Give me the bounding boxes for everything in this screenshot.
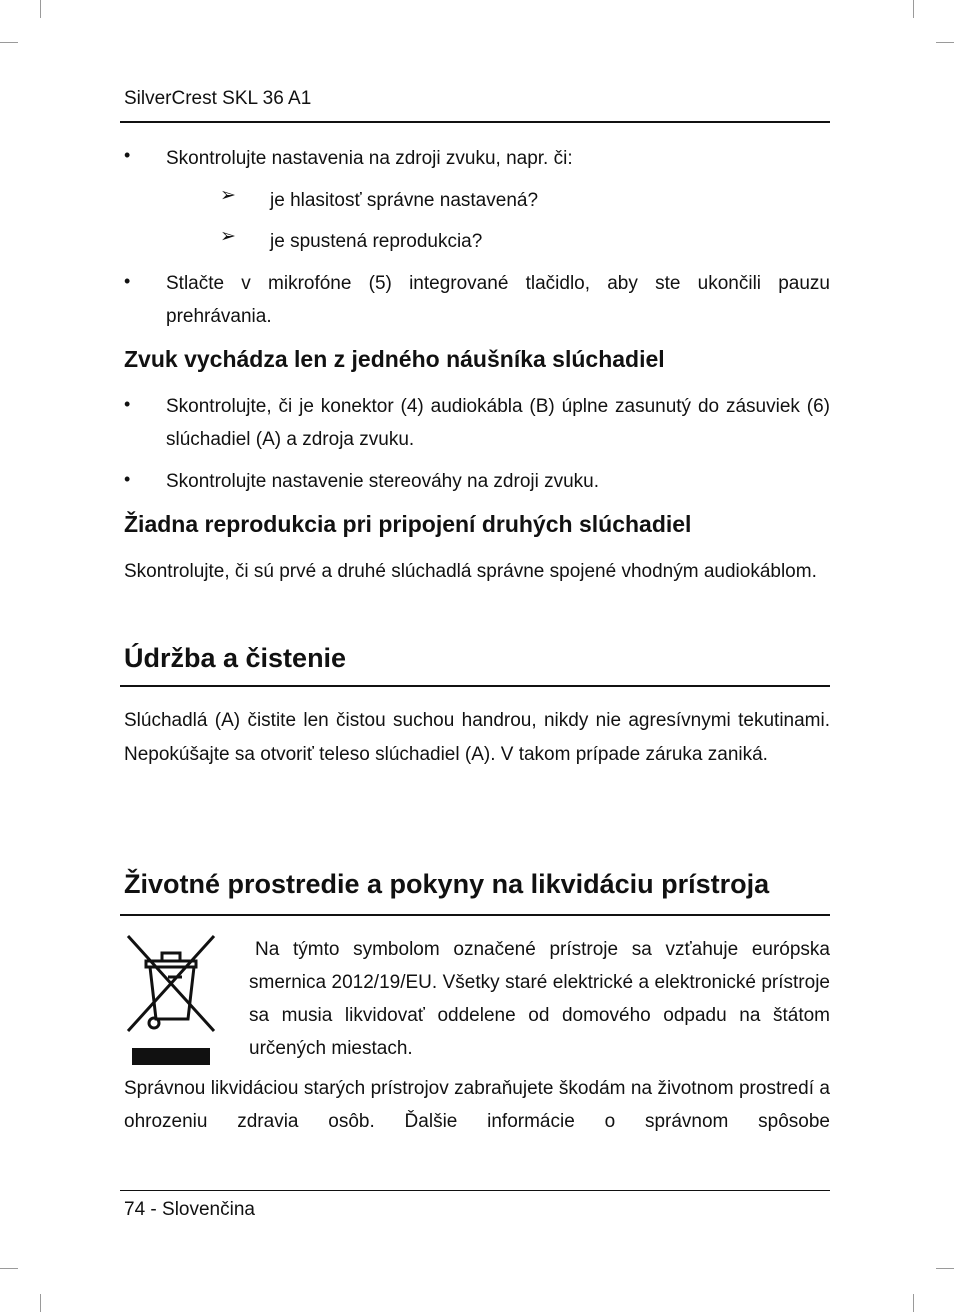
arrow-icon: ➢	[220, 226, 236, 247]
chapter-heading: Životné prostredie a pokyny na likvidáciu prístroja	[124, 869, 770, 899]
arrow-icon: ➢	[220, 185, 236, 206]
sub-list-item: je hlasitosť správne nastavená?	[270, 190, 539, 211]
crop-mark	[40, 1294, 41, 1312]
chapter-heading: Údržba a čistenie	[124, 643, 347, 673]
paragraph: Na týmto symbolom označené prístroje sa vzťahuje európska smernica 2012/19/EU. Všetky staré elektrické a elektronické prístroje sa musia likvidovať oddelene od domového odpadu na štátom určených miestach.	[249, 939, 830, 1059]
paragraph: Skontrolujte, či sú prvé a druhé slúchadlá správne spojené vhodným audiokáblom.	[124, 561, 817, 582]
list-item: Skontrolujte nastavenie stereováhy na zdroji zvuku.	[166, 471, 600, 492]
section-heading: Zvuk vychádza len z jedného náušníka slúchadiel	[124, 346, 665, 372]
page-header: SilverCrest SKL 36 A1	[124, 88, 312, 109]
chapter-rule	[120, 914, 830, 916]
chapter-rule	[120, 685, 830, 687]
list-item: Skontrolujte nastavenia na zdroji zvuku, napr. či:	[166, 148, 573, 169]
crop-mark	[0, 1268, 18, 1269]
paragraph: Správnou likvidáciou starých prístrojov zabraňujete škodám na životnom prostredí a ohrozeniu zdravia osôb. Ďalšie informácie o správnom spôsobe	[124, 1078, 830, 1132]
bullet: •	[124, 394, 131, 414]
crop-mark	[913, 0, 914, 18]
crossed-out-wheelie-bin-icon	[124, 933, 218, 1069]
page-number: 74 - Slovenčina	[124, 1199, 255, 1220]
crop-mark	[913, 1294, 914, 1312]
bullet: •	[124, 271, 131, 291]
bullet: •	[124, 469, 131, 489]
crop-mark	[0, 42, 18, 43]
footer-rule	[120, 1190, 830, 1191]
section-heading: Žiadna reprodukcia pri pripojení druhých slúchadiel	[124, 511, 692, 537]
list-item: Stlačte v mikrofóne (5) integrované tlačidlo, aby ste ukončili pauzu prehrávania.	[166, 273, 830, 327]
bullet: •	[124, 145, 131, 165]
crop-mark	[40, 0, 41, 18]
list-item: Skontrolujte, či je konektor (4) audiokábla (B) úplne zasunutý do zásuviek (6) slúchadiel (A) a zdroja zvuku.	[166, 396, 830, 450]
header-rule	[120, 121, 830, 123]
paragraph: Slúchadlá (A) čistite len čistou suchou handrou, nikdy nie agresívnymi tekutinami. Nepokúšajte sa otvoriť teleso slúchadiel (A). V takom prípade záruka zaniká.	[124, 710, 830, 765]
sub-list-item: je spustená reprodukcia?	[270, 231, 483, 252]
crop-mark	[936, 1268, 954, 1269]
crop-mark	[936, 42, 954, 43]
